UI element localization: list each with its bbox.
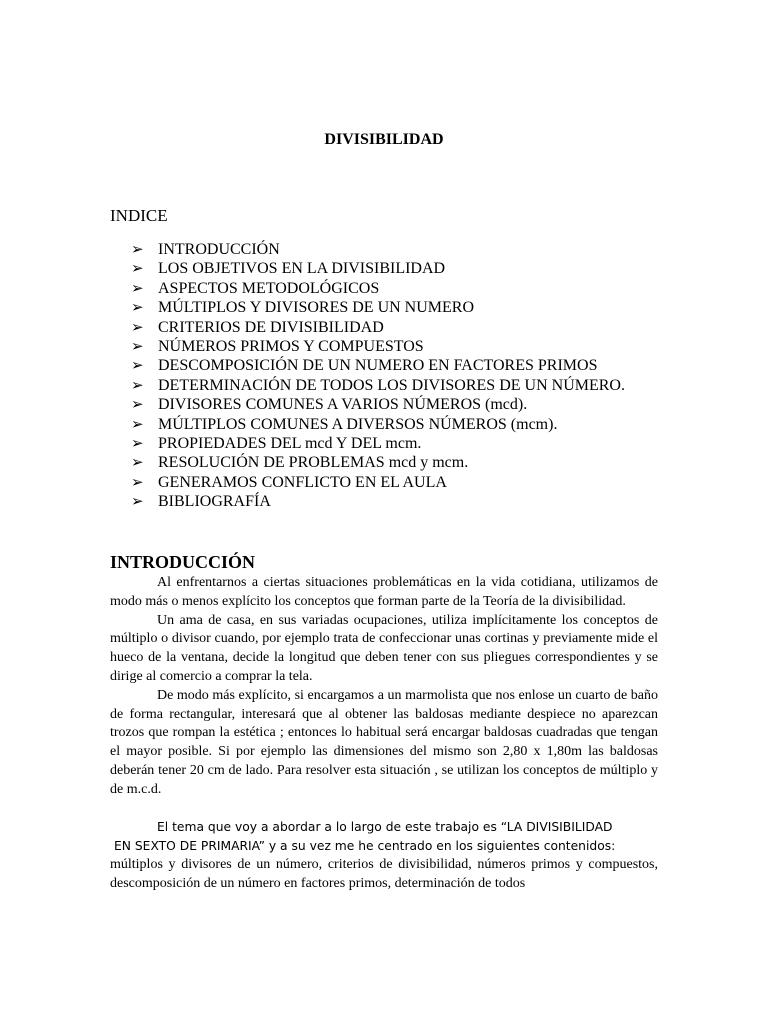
- arrow-bullet-icon: ➢: [131, 414, 144, 433]
- toc-item: ➢ ASPECTOS METODOLÓGICOS: [131, 278, 380, 297]
- index-label: INDICE: [110, 206, 168, 225]
- toc-item: ➢ NÚMEROS PRIMOS Y COMPUESTOS: [131, 337, 424, 356]
- paragraph: Un ama de casa, en sus variadas ocupaciones, utiliza implícitamente los conceptos de múltiplo o divisor cuando, por ejemplo trata de confeccionar unas cortinas y previamente mide el hueco de la ventana, decide la longitud que deben tener con sus pliegues correspondientes y se dirige al comercio a comprar la tela.: [110, 612, 658, 684]
- paragraph: Al enfrentarnos a ciertas situaciones problemáticas en la vida cotidiana, utilizamos de modo más o menos explícito los conceptos que forman parte de la Teoría de la divisibilidad.: [110, 575, 658, 609]
- table-of-contents: [131, 240, 658, 512]
- toc-item: ➢ BIBLIOGRAFÍA: [131, 492, 271, 511]
- arrow-bullet-icon: ➢: [131, 375, 144, 394]
- arrow-bullet-icon: ➢: [131, 317, 144, 336]
- toc-item: ➢ CRITERIOS DE DIVISIBILIDAD: [131, 317, 384, 336]
- arrow-bullet-icon: ➢: [131, 278, 144, 297]
- paragraph-topic: [110, 818, 658, 893]
- topic-line-1: El tema que voy a abordar a lo largo de este trabajo es “LA DIVISIBILIDAD: [157, 820, 613, 835]
- arrow-bullet-icon: ➢: [131, 337, 144, 356]
- arrow-bullet-icon: ➢: [131, 472, 144, 491]
- arrow-bullet-icon: ➢: [131, 453, 144, 472]
- toc-item: ➢ GENERAMOS CONFLICTO EN EL AULA: [131, 472, 447, 491]
- topic-line-2: EN SEXTO DE PRIMARIA” y a su vez me he centrado en los siguientes contenidos:: [114, 839, 616, 854]
- section-heading-introduccion: INTRODUCCIÓN: [110, 552, 256, 572]
- toc-item: ➢ DIVISORES COMUNES A VARIOS NÚMEROS (mcd).: [131, 395, 528, 414]
- arrow-bullet-icon: ➢: [131, 492, 144, 511]
- arrow-bullet-icon: ➢: [131, 259, 144, 278]
- arrow-bullet-icon: ➢: [131, 298, 144, 317]
- arrow-bullet-icon: ➢: [131, 434, 144, 453]
- toc-item: ➢ DESCOMPOSICIÓN DE UN NUMERO EN FACTORES PRIMOS: [131, 356, 598, 375]
- toc-item: ➢ DETERMINACIÓN DE TODOS LOS DIVISORES DE UN NÚMERO.: [131, 375, 625, 394]
- toc-item: ➢ RESOLUCIÓN DE PROBLEMAS mcd y mcm.: [131, 453, 469, 472]
- body-text: [110, 574, 658, 894]
- topic-rest: múltiplos y divisores de un número, criterios de divisibilidad, números primos y compuestos, descomposición de un número en factores primos, determinación de todos: [110, 856, 658, 891]
- toc-item: ➢ INTRODUCCIÓN: [131, 240, 280, 258]
- toc-item: ➢ LOS OBJETIVOS EN LA DIVISIBILIDAD: [131, 259, 446, 278]
- toc-item: ➢ PROPIEDADES DEL mcd Y DEL mcm.: [131, 434, 422, 453]
- arrow-bullet-icon: ➢: [131, 395, 144, 414]
- arrow-bullet-icon: ➢: [131, 240, 144, 258]
- document-title: DIVISIBILIDAD: [324, 131, 444, 148]
- toc-item: ➢ MÚLTIPLOS Y DIVISORES DE UN NUMERO: [131, 298, 475, 317]
- paragraph: De modo más explícito, si encargamos a un marmolista que nos enlose un cuarto de baño de forma rectangular, interesará que al obtener las baldosas mediante despiece no aparezcan trozos que rompan la estética ; entonces lo habitual será encargar baldosas cuadradas que tengan el mayor posible. Si por ejemplo las dimensiones del mismo son 2,80 x 1,80m las baldosas deberán tener 20 cm de lado. Para resolver esta situación , se utilizan los conceptos de múltiplo y de m.c.d.: [110, 687, 658, 797]
- arrow-bullet-icon: ➢: [131, 356, 144, 375]
- toc-item: ➢ MÚLTIPLOS COMUNES A DIVERSOS NÚMEROS (mcm).: [131, 414, 558, 433]
